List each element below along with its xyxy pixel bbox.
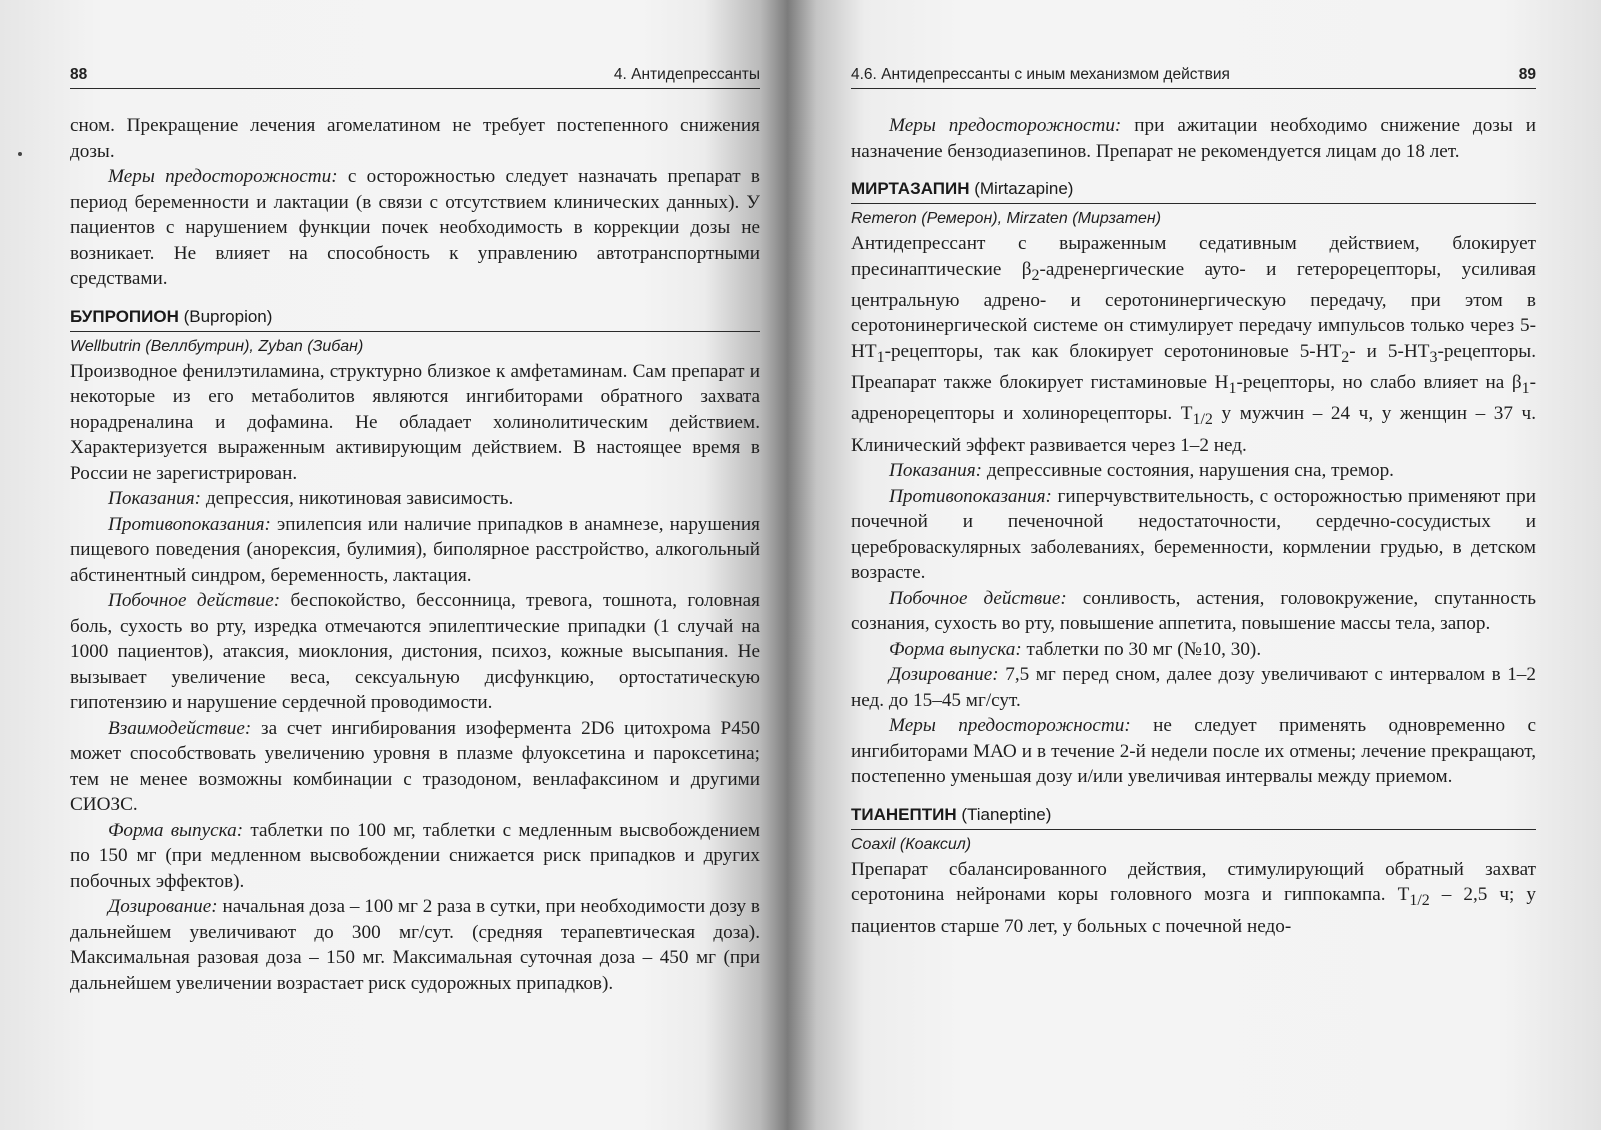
text-run: Препарат сбалансированного действия, стимулирующий обратный захват серотонина нейронами коры головного мозга и гиппокампа. Т xyxy=(851,858,1536,906)
paragraph-text: таблетки по 100 мг, таблетки с медленным высвобождением по 150 мг (при медленном высвобождении снижается риск припадков и других побочных эффектов). xyxy=(70,819,760,892)
paragraph-label: Побочное действие: xyxy=(889,587,1067,609)
page-number: 89 xyxy=(1518,66,1536,83)
paragraph-interaction xyxy=(70,716,760,818)
paragraph-indications xyxy=(70,486,760,512)
running-head xyxy=(851,64,1536,89)
paragraph-label: Меры предосторожности: xyxy=(889,715,1131,737)
subscript: 1 xyxy=(1521,379,1530,397)
paragraph-precautions xyxy=(70,164,760,292)
paragraph-text: за счет ингибирования изофермента 2D6 цитохрома Р450 может способствовать увеличению уровня в плазме флуоксетина и пароксетина; тем не менее возможны комбинации с тразодоном, венлафаксином и другими СИОЗС. xyxy=(70,717,760,815)
paragraph-contraindications xyxy=(851,484,1536,586)
paragraph-description xyxy=(851,857,1536,939)
paragraph-dosage xyxy=(70,894,760,996)
paragraph-label: Побочное действие: xyxy=(108,590,281,611)
drug-name: БУПРОПИОН xyxy=(70,306,179,326)
paragraph-text: депрессивные состояния, нарушения сна, тремор. xyxy=(982,460,1394,482)
text-run: у мужчин – 24 ч, у женщин – 37 ч. Клинический эффект развивается через 1–2 нед. xyxy=(851,403,1536,456)
paragraph-contraindications xyxy=(70,512,760,589)
paragraph-side-effects xyxy=(851,586,1536,637)
paragraph-description: Производное фенилэтиламина, структурно близкое к амфетаминам. Сам препарат и некоторые из его метаболитов являются ингибиторами обратного захвата норадреналина и дофамина. Не обладает холинолитическим действием. Характеризуется выраженным активирующим действием. В настоящее время в России не зарегистрирован. xyxy=(70,360,760,484)
paragraph-text: эпилепсия или наличие припадков в анамнезе, нарушения пищевого поведения (анорексия, булимия), биполярное расстройство, алкогольный абстинентный синдром, беременность, лактация. xyxy=(70,513,760,586)
margin-dot xyxy=(18,152,22,156)
running-head xyxy=(70,64,760,89)
paragraph-release-form xyxy=(70,818,760,895)
page-number: 88 xyxy=(70,66,88,83)
paragraph-label: Показания: xyxy=(889,460,983,482)
paragraph-label: Противопоказания: xyxy=(889,485,1052,507)
drug-latin-name: (Bupropion) xyxy=(178,306,273,326)
paragraph-precautions xyxy=(851,713,1536,790)
right-page xyxy=(851,0,1536,1130)
drug-brands: Wellbutrin (Веллбутрин), Zyban (Зибан) xyxy=(70,337,364,355)
subscript: 1 xyxy=(876,348,885,366)
drug-brands: Remeron (Ремерон), Mirzaten (Мирзатен) xyxy=(851,210,1162,227)
text-run: -рецепторы, но слабо влияет на β xyxy=(1236,372,1522,394)
text-run: -рецепторы. Преапарат также блокирует гистаминовые Н xyxy=(851,340,1536,394)
paragraph-text: гиперчувствительность, с осторожностью применяют при почечной и печеночной недостаточности, сердечно-сосудистых и цереброваскулярных заболеваниях, беременности, кормлении грудью, в детском возрасте. xyxy=(851,485,1536,584)
paragraph-text: начальная доза – 100 мг 2 раза в сутки, при необходимости дозу в дальнейшем увеличивают до 300 мг/сут. (средняя терапевтическая доза). Максимальная разовая доза – 150 мг. Максимальная суточная доза – 450 мг (при дальнейшем увеличении возрастает риск судорожных припадков). xyxy=(70,896,760,994)
paragraph-label: Форма выпуска: xyxy=(108,819,244,841)
chapter-title: 4. Антидепрессанты xyxy=(613,66,760,83)
subscript: 2 xyxy=(1031,266,1040,284)
paragraph-label: Меры предосторожности: xyxy=(889,115,1122,136)
text-run: -рецепторы, так как блокирует серотониновые 5-НТ xyxy=(884,340,1342,362)
paragraph-text: беспокойство, бессонница, тревога, тошнота, головная боль, сухость во рту, изредка отмечаются эпилептические припадки (1 случай на 1000 пациентов), атаксия, миоклония, дистония, психоз, кожные высыпания. Не вызывает увеличение веса, сексуальную дисфункцию, ортостатическую гипотензию и нарушение сердечной проводимости. xyxy=(70,590,760,713)
page-body xyxy=(70,113,760,996)
paragraph-label: Дозирование: xyxy=(108,896,218,917)
paragraph-dosage xyxy=(851,662,1536,713)
subscript: 3 xyxy=(1429,348,1438,366)
paragraph-text: депрессия, никотиновая зависимость. xyxy=(201,488,514,509)
paragraph-label: Показания: xyxy=(108,488,202,509)
drug-heading xyxy=(851,177,1536,204)
drug-name: МИРТАЗАПИН xyxy=(851,179,970,198)
text-run: – 2,5 ч; у пациентов старше 70 лет, у больных с почечной недо- xyxy=(851,884,1537,937)
page-body xyxy=(851,113,1536,939)
subscript: 1/2 xyxy=(1192,411,1213,429)
text-run: -адренорецепторы и холинорецепторы. Т xyxy=(851,372,1536,425)
subscript: 2 xyxy=(1341,348,1350,366)
drug-latin-name: (Mirtazapine) xyxy=(969,179,1074,198)
paragraph-text: с осторожностью следует назначать препарат в период беременности и лактации (в связи с отсутствием клинических данных). У пациентов с нарушением функции почек необходимость в коррекции дозы не возникает. Не влияет на способность к управлению автотранспортными средствами. xyxy=(70,166,760,289)
paragraph-text: при ажитации необходимо снижение дозы и назначение бензодиазепинов. Препарат не рекомендуется лицам до 18 лет. xyxy=(851,115,1536,162)
paragraph-precautions xyxy=(851,113,1536,164)
paragraph-text: сонливость, астения, головокружение, спутанность сознания, сухость во рту, повышение аппетита, повышение массы тела, запор. xyxy=(851,587,1536,635)
paragraph-side-effects xyxy=(70,588,760,716)
left-page xyxy=(70,0,760,1130)
paragraph-text: не следует применять одновременно с ингибиторами МАО и в течение 2-й недели после их отмены; лечение прекращают, постепенно уменьшая дозу и/или увеличивая интервалы между приемом. xyxy=(851,715,1536,788)
chapter-title: 4.6. Антидепрессанты с иным механизмом действия xyxy=(851,66,1230,83)
paragraph-label: Форма выпуска: xyxy=(889,638,1022,660)
drug-brands: Coaxil (Коаксил) xyxy=(851,835,972,853)
paragraph: сном. Прекращение лечения агомелатином не требует постепенного снижения дозы. xyxy=(70,115,760,162)
paragraph-release-form xyxy=(851,637,1536,663)
paragraph-label: Дозирование: xyxy=(889,664,999,686)
paragraph-label: Взаимодействие: xyxy=(108,717,252,739)
paragraph-label: Противопоказания: xyxy=(108,513,271,535)
paragraph-label: Меры предосторожности: xyxy=(108,166,338,187)
paragraph-text: 7,5 мг перед сном, далее дозу увеличивают с интервалом в 1–2 нед. до 15–45 мг/сут. xyxy=(851,664,1536,711)
subscript: 1/2 xyxy=(1409,892,1430,910)
text-run: - и 5-НТ xyxy=(1349,340,1430,362)
drug-latin-name: (Tianeptine) xyxy=(956,804,1052,824)
drug-heading xyxy=(851,803,1536,830)
text-run: Антидепрессант с выраженным седативным действием, блокирует пресинаптические β xyxy=(851,233,1536,280)
paragraph-indications xyxy=(851,458,1536,484)
paragraph-text: таблетки по 30 мг (№10, 30). xyxy=(1021,638,1262,660)
drug-heading xyxy=(70,305,760,332)
drug-name: ТИАНЕПТИН xyxy=(851,804,957,824)
paragraph-description xyxy=(851,231,1536,458)
text-run: -адренергические ауто- и гетерорецепторы, усиливая центральную адрено- и серотонинергическую передачу, при этом в серотонинергической системе он стимулирует передачу импульсов только через 5-НТ xyxy=(851,258,1536,362)
subscript: 1 xyxy=(1228,379,1237,397)
